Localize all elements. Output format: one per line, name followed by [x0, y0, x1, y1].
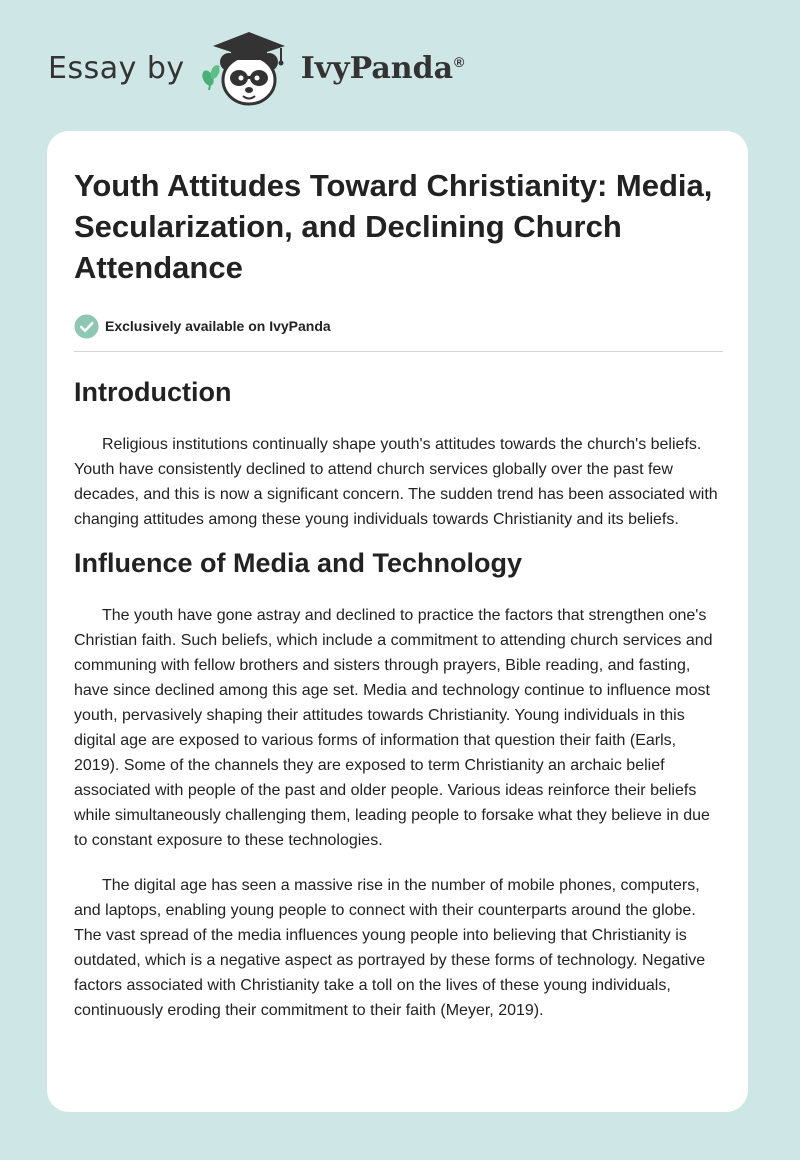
exclusive-label: Exclusively available on IvyPanda [105, 318, 331, 334]
article-title: Youth Attitudes Toward Christianity: Media, Secularization, and Declining Church Attendance [74, 168, 713, 285]
paragraph: The digital age has seen a massive rise in the number of mobile phones, computers, and laptops, enabling young people to connect with their counterparts around the globe. The vast spread of the media influences young people into believing that Christianity is outdated, which is a negative aspect as portrayed by these forms of technology. Negative factors associated with Christianity take a toll on the lives of these young individuals, continuously eroding their commitment to their faith (Meyer, 2019). [74, 877, 706, 1019]
brand-name: IvyPanda® [300, 50, 465, 86]
divider [74, 351, 723, 352]
paragraph: Religious institutions continually shape youth's attitudes towards the church's beliefs. Youth have consistently declined to attend church services globally over the past few decades, and this is now a significant concern. The sudden trend has been associated with changing attitudes among these young individuals towards Christianity and its beliefs. [74, 436, 718, 528]
article-content [74, 165, 723, 1023]
section-heading: Influence of Media and Technology [74, 548, 523, 578]
section-influence-of-media [74, 546, 723, 1023]
site-header [48, 28, 464, 108]
registered-mark: ® [454, 53, 465, 70]
panda-graduation-cap-logo-icon [199, 28, 295, 108]
exclusive-badge [74, 313, 723, 339]
paragraph: The youth have gone astray and declined to practice the factors that strengthen one's Christian faith. Such beliefs, which include a commitment to attending church services and communing with fellow brothers and sisters through prayers, Bible reading, and fasting, have since declined among this age set. Media and technology continue to influence most youth, pervasively shaping their attitudes towards Christianity. Young individuals in this digital age are exposed to various forms of information that question their faith (Earls, 2019). Some of the channels they are exposed to term Christianity an archaic belief associated with people of the past and older people. Various ideas reinforce their beliefs while simultaneously challenging them, leading people to forsake what they believe in due to constant exposure to these technologies. [74, 607, 713, 849]
brand-prefix: Essay by [48, 50, 185, 86]
section-heading: Introduction [74, 377, 232, 407]
article-card [47, 131, 748, 1112]
checkmark-circle-icon [74, 314, 99, 339]
section-introduction [74, 375, 723, 532]
